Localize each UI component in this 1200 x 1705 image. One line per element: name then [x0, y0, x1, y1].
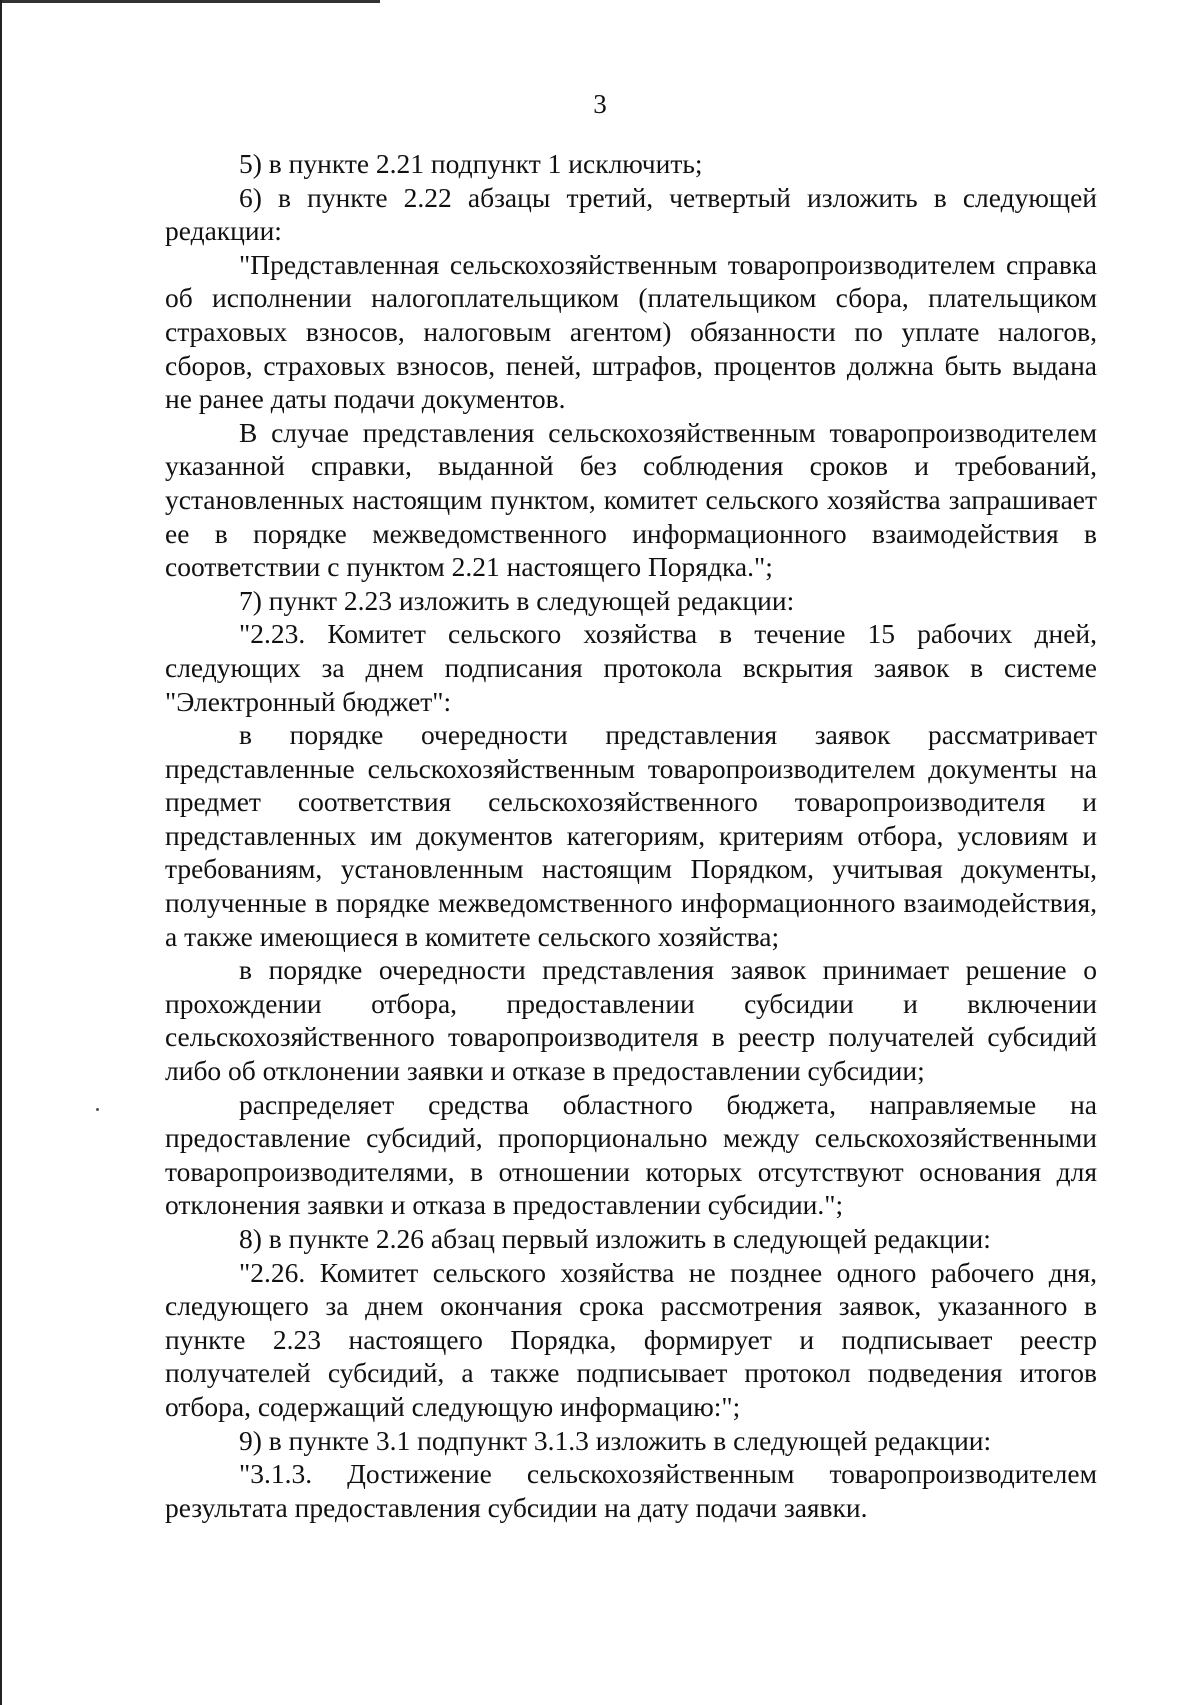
- scan-edge-top: [0, 0, 380, 3]
- scan-speck: [96, 1108, 99, 1111]
- quoted-paragraph-certificate: "Представленная сельскохозяйственным товаропроизводителем справка об исполнении налогоплательщиком (плательщиком сбора, плательщиком страховых взносов, налоговым агентом) обязанности по уплате налогов, сборов, страховых взносов, пеней, штрафов, процентов должна быть выдана не ранее даты подачи документов.: [165, 248, 1097, 415]
- paragraph-decision: в порядке очередности представления заявок принимает решение о прохождении отбора, предоставлении субсидии и включении сельскохозяйственного товаропроизводителя в реестр получателей субсидий либо об отклонении заявки и отказе в предоставлении субсидии;: [165, 954, 1097, 1087]
- quoted-paragraph-request: В случае представления сельскохозяйственным товаропроизводителем указанной справки, выданной без соблюдения сроков и требований, установленных настоящим пунктом, комитет сельского хозяйства запрашивает ее в порядке межведомственного информационного взаимодействия в соответствии с пунктом 2.21 настоящего Порядка.";: [165, 416, 1097, 583]
- quoted-paragraph-3-1-3: "3.1.3. Достижение сельскохозяйственным товаропроизводителем результата предоставления субсидии на дату подачи заявки.: [165, 1458, 1097, 1523]
- paragraph-item-9: 9) в пункте 3.1 подпункт 3.1.3 изложить в следующей редакции:: [239, 1424, 992, 1456]
- paragraph-distribution: распределяет средства областного бюджета, направляемые на предоставление субсидий, пропорционально между сельскохозяйственными товаропроизводителями, в отношении которых отсутствуют основания для отклонения заявки и отказа в предоставлении субсидии.";: [165, 1088, 1097, 1221]
- paragraph-item-5: 5) в пункте 2.21 подпункт 1 исключить;: [239, 148, 703, 179]
- page-number: 3: [593, 89, 607, 119]
- quoted-paragraph-2-23: "2.23. Комитет сельского хозяйства в течение 15 рабочих дней, следующих за днем подписания протокола вскрытия заявок в системе "Электронный бюджет":: [165, 618, 1097, 717]
- paragraph-item-8: 8) в пункте 2.26 абзац первый изложить в следующей редакции:: [239, 1223, 991, 1254]
- paragraph-item-7: 7) пункт 2.23 изложить в следующей редакции:: [239, 584, 795, 616]
- paragraph-review-documents: в порядке очередности представления заявок рассматривает представленные сельскохозяйственным товаропроизводителем документы на предмет соответствия сельскохозяйственного товаропроизводителя и представленных им документов категориям, критериям отбора, условиям и требованиям, установленным настоящим Порядком, учитывая документы, полученные в порядке межведомственного информационного взаимодействия, а также имеющиеся в комитете сельского хозяйства;: [165, 719, 1097, 952]
- scan-edge-left: [0, 0, 2, 1705]
- quoted-paragraph-2-26: "2.26. Комитет сельского хозяйства не позднее одного рабочего дня, следующего за днем окончания срока рассмотрения заявок, указанного в пункте 2.23 настоящего Порядка, формирует и подписывает реестр получателей субсидий, а также подписывает протокол подведения итогов отбора, содержащий следующую информацию:";: [165, 1256, 1097, 1422]
- document-body: [165, 147, 1097, 1524]
- paragraph-item-6: 6) в пункте 2.22 абзацы третий, четвертый изложить в следующей редакции:: [165, 181, 1097, 247]
